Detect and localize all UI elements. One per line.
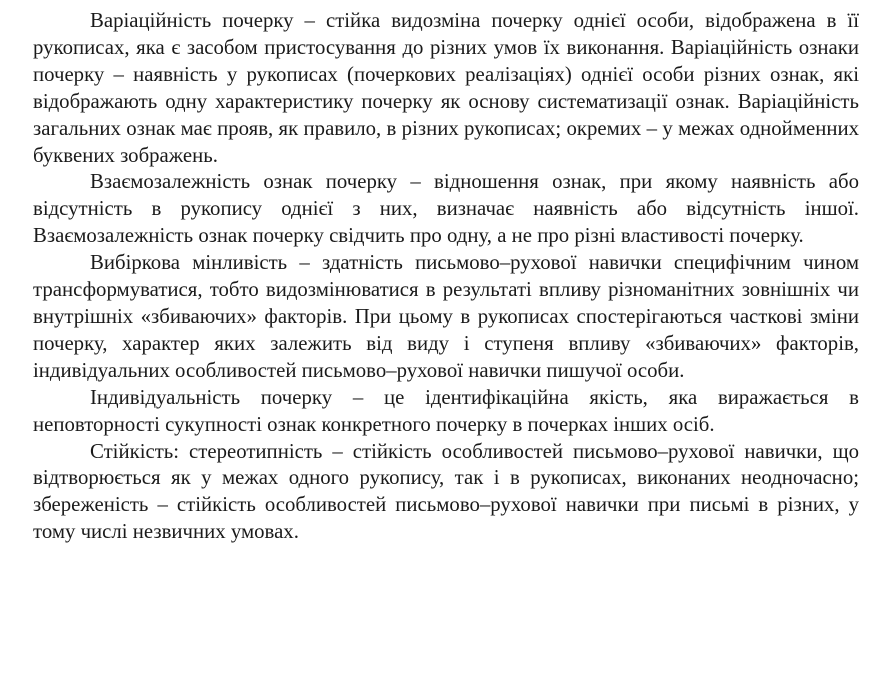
paragraph-interdependence: Взаємозалежність ознак почерку – відношення ознак, при якому наявність або відсутність в рукопису однієї з них, визначає наявність або відсутність іншої. Взаємозалежність ознак почерку свідчить про одну, а не про різні властивості почерку. [33, 170, 859, 248]
document-page [33, 8, 859, 546]
paragraph-selective-variability: Вибіркова мінливість – здатність письмово–рухової навички специфічним чином трансформуватися, тобто видозмінюватися в результаті впливу різноманітних зовнішніх чи внутрішніх «збиваючих» факторів. При цьому в рукописах спостерігаються часткові зміни почерку, характер яких залежить від виду і ступеня впливу «збиваючих» факторів, індивідуальних особливостей письмово–рухової навички пишучої особи. [33, 251, 859, 382]
paragraph-stability: Стійкість: стереотипність – стійкість особливостей письмово–рухової навички, що відтворюється як у межах одного рукопису, так і в рукописах, виконаних неодночасно; збереженість – стійкість особливостей письмово–рухової навички при письмі в різних, у тому числі незвичних умовах. [33, 439, 859, 544]
paragraph-variability: Варіаційність почерку – стійка видозміна почерку однієї особи, відображена в її рукописах, яка є засобом пристосування до різних умов їх виконання. Варіаційність ознаки почерку – наявність у рукописах (почеркових реалізаціях) однієї особи різних ознак, які відображають одну характеристику почерку як основу систематизації ознак. Варіаційність загальних ознак має прояв, як правило, в різних рукописах; окремих – у межах однойменних буквених зображень. [33, 9, 859, 167]
paragraph-individuality: Індивідуальність почерку – це ідентифікаційна якість, яка виражається в неповторності сукупності ознак конкретного почерку в почерках інших осіб. [33, 385, 859, 436]
